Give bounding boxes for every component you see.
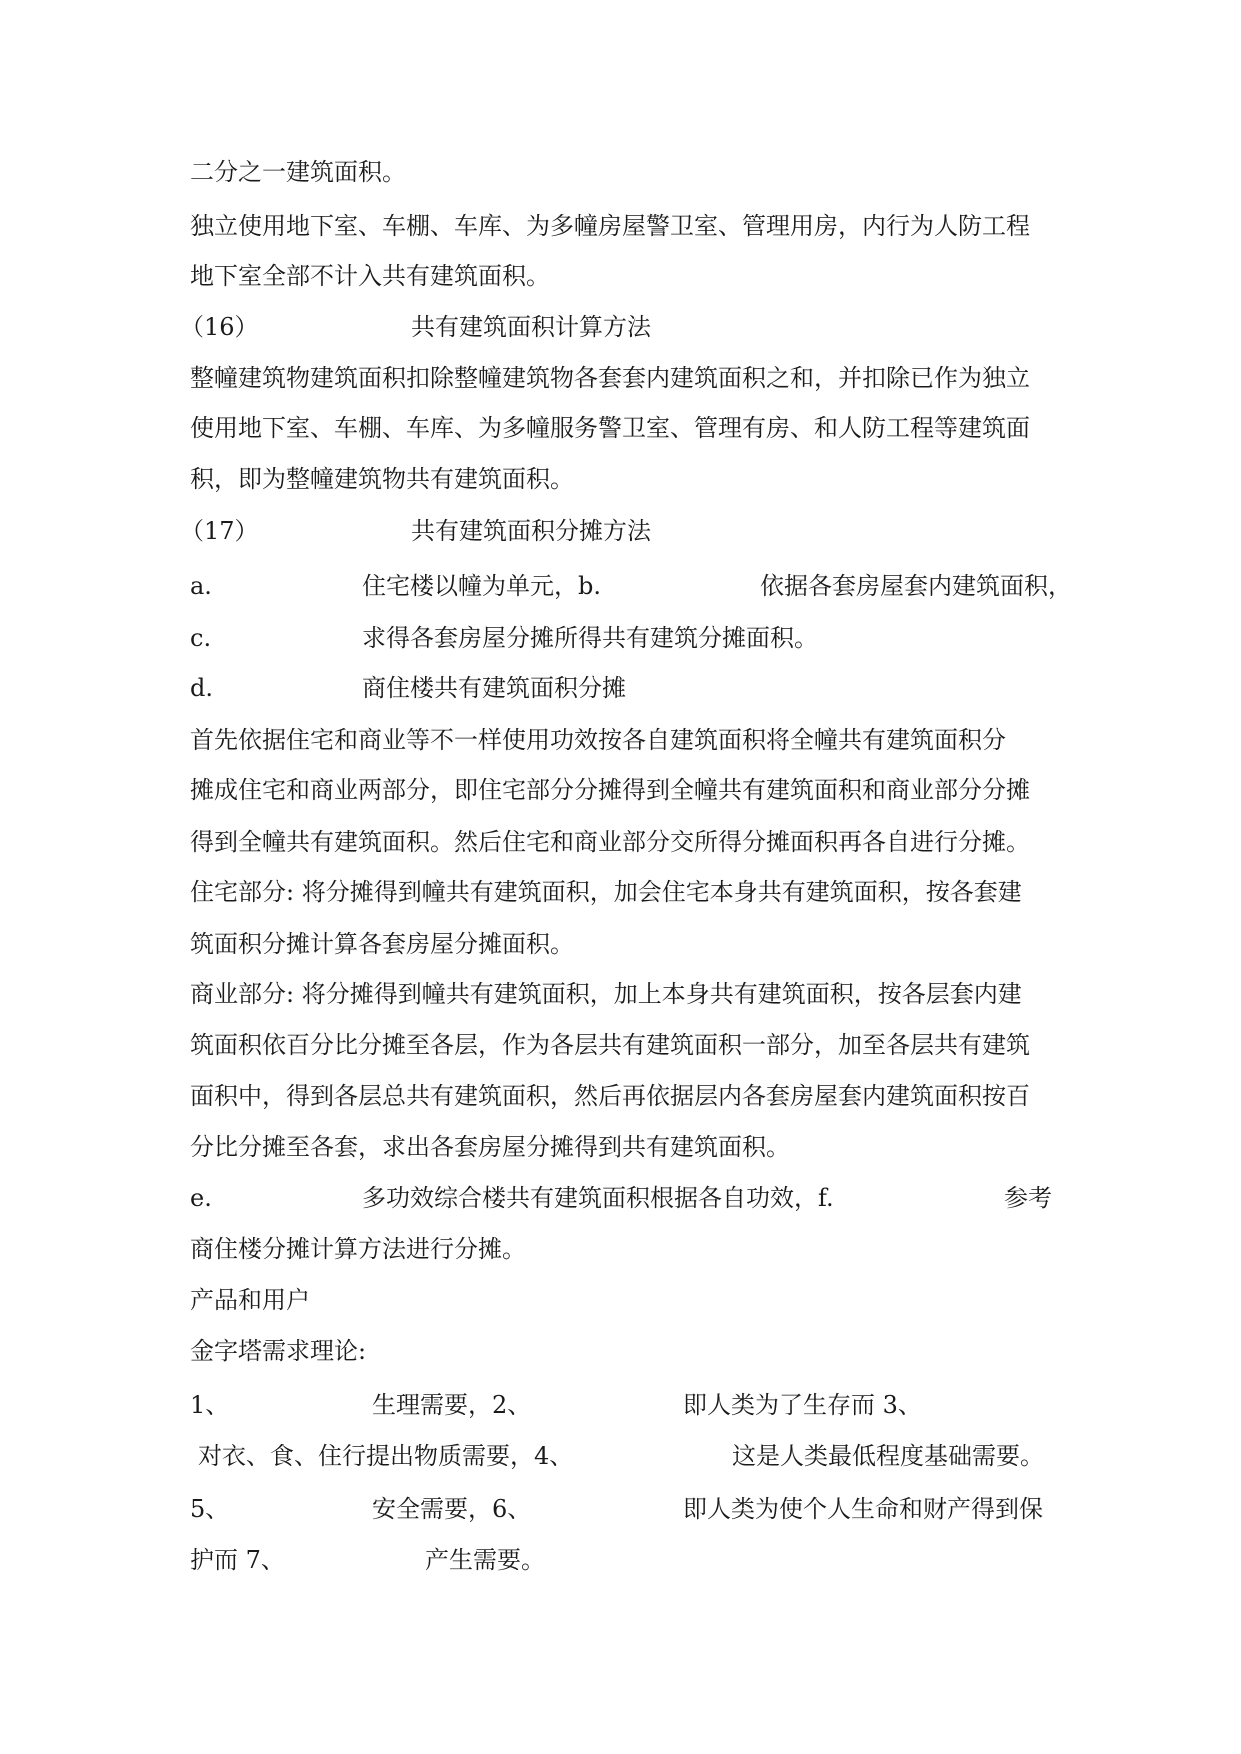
text-line: 二分之一建筑面积。 — [190, 158, 406, 186]
list-item-text: 即人类为了生存而 3、 — [683, 1391, 922, 1419]
list-item-text: 求得各套房屋分摊所得共有建筑分摊面积。 — [362, 624, 818, 652]
text-line: 面积中，得到各层总共有建筑面积，然后再依据层内各套房屋套内建筑面积按百 — [190, 1082, 1030, 1110]
section-number: （16） — [180, 313, 259, 341]
list-item-text: 住宅楼以幢为单元，b. — [362, 572, 601, 600]
text-line: 金字塔需求理论: — [190, 1337, 367, 1365]
text-line: 商住楼分摊计算方法进行分摊。 — [190, 1235, 526, 1263]
list-item-text: 对衣、食、住行提出物质需要，4、 — [198, 1442, 574, 1470]
list-item-text: 生理需要，2、 — [372, 1391, 532, 1419]
text-line: 产品和用户 — [190, 1286, 310, 1314]
list-item-text: 这是人类最低程度基础需要。 — [732, 1442, 1044, 1470]
text-line: 独立使用地下室、车棚、车库、为多幢房屋警卫室、管理用房，内行为人防工程 — [190, 212, 1030, 240]
text-line: 分比分摊至各套，求出各套房屋分摊得到共有建筑面积。 — [190, 1133, 790, 1161]
list-marker: c. — [190, 624, 212, 652]
list-marker: 5、 — [190, 1495, 230, 1523]
text-line: 整幢建筑物建筑面积扣除整幢建筑物各套套内建筑面积之和，并扣除已作为独立 — [190, 364, 1030, 392]
list-marker: 1、 — [190, 1391, 230, 1419]
section-number: （17） — [180, 517, 259, 545]
list-item-text: 多功效综合楼共有建筑面积根据各自功效，f. — [362, 1184, 834, 1212]
list-marker: d. — [190, 674, 213, 702]
text-line: 使用地下室、车棚、车库、为多幢服务警卫室、管理有房、和人防工程等建筑面 — [190, 414, 1030, 442]
list-item-text: 即人类为使个人生命和财产得到保 — [683, 1495, 1043, 1523]
section-heading: 共有建筑面积计算方法 — [411, 313, 651, 341]
list-marker: a. — [190, 572, 212, 600]
text-line: 筑面积分摊计算各套房屋分摊面积。 — [190, 930, 574, 958]
list-item-text: 产生需要。 — [425, 1546, 545, 1574]
text-line: 住宅部分: 将分摊得到幢共有建筑面积，加会住宅本身共有建筑面积，按各套建 — [190, 878, 1022, 906]
list-item-text: 依据各套房屋套内建筑面积， — [760, 572, 1072, 600]
list-item-text: 商住楼共有建筑面积分摊 — [362, 674, 626, 702]
text-line: 首先依据住宅和商业等不一样使用功效按各自建筑面积将全幢共有建筑面积分 — [190, 726, 1006, 754]
text-line: 商业部分: 将分摊得到幢共有建筑面积，加上本身共有建筑面积，按各层套内建 — [190, 980, 1022, 1008]
list-item-text: 安全需要，6、 — [372, 1495, 532, 1523]
list-marker: e. — [190, 1184, 212, 1212]
text-line: 筑面积依百分比分摊至各层，作为各层共有建筑面积一部分，加至各层共有建筑 — [190, 1031, 1030, 1059]
text-line: 积，即为整幢建筑物共有建筑面积。 — [190, 465, 574, 493]
section-heading: 共有建筑面积分摊方法 — [411, 517, 651, 545]
list-item-text: 护而 7、 — [190, 1546, 285, 1574]
text-line: 地下室全部不计入共有建筑面积。 — [190, 262, 550, 290]
list-item-text: 参考 — [1004, 1184, 1052, 1212]
text-line: 摊成住宅和商业两部分，即住宅部分分摊得到全幢共有建筑面积和商业部分分摊 — [190, 776, 1030, 804]
text-line: 得到全幢共有建筑面积。然后住宅和商业部分交所得分摊面积再各自进行分摊。 — [190, 828, 1030, 856]
